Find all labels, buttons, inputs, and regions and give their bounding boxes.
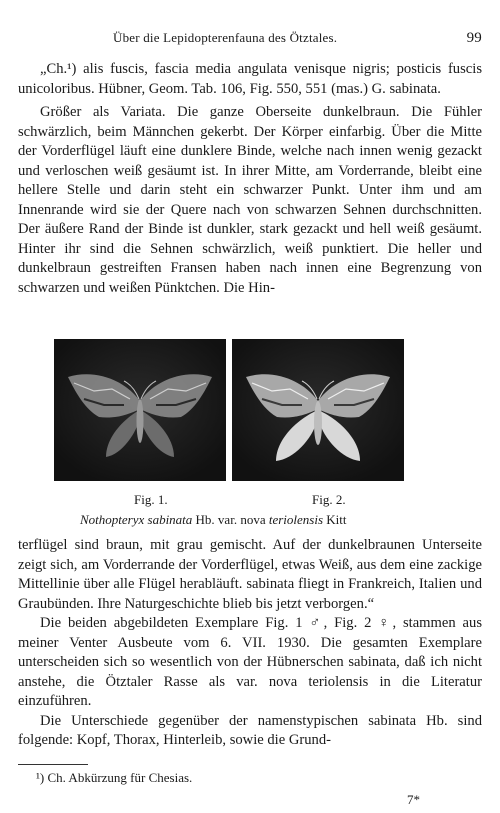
running-head-title: Über die Lepidopterenfauna des Ötztales. [113, 30, 338, 45]
body-text-top [18, 60, 482, 298]
species-variety: teriolensis [268, 512, 324, 527]
species-caption [80, 512, 347, 528]
paragraph-specimens: Die beiden abgebildeten Exemplare Fig. 1 ♂, Fig. 2 ♀, stammen aus meiner Venter Ausbeute vom 6. VII. 1930. Die gesamten Exemplare unterscheiden sich so wesentlich von der Hübnerschen sabinata, daß ich nicht anstehe, die Ötztaler Rasse als var. nova teriolensis in die Literatur einzuführen. [18, 615, 482, 709]
moth-photo-fig-2 [232, 339, 404, 481]
footnote: ¹) Ch. Abkürzung für Chesias. [36, 770, 193, 785]
body-text-bottom [18, 536, 482, 751]
moth-female-image [232, 339, 404, 481]
page-number: 99 [466, 30, 482, 46]
caption-fig-2: Fig. 2. [312, 492, 346, 507]
caption-fig-1: Fig. 1. [134, 492, 168, 507]
species-genus: Nothopteryx sabinata [80, 512, 193, 527]
species-author: Kitt [326, 512, 347, 527]
paragraph-latin-quote: „Ch.¹) alis fuscis, fascia media angulata venisque nigris; posticis fuscis unicoloribus. Hübner, Geom. Tab. 106, Fig. 550, 551 (mas.) G. sabinata. [18, 61, 482, 97]
species-mid: Hb. var. nova [195, 512, 266, 527]
footnote-divider [18, 764, 88, 765]
paragraph-description: Größer als Variata. Die ganze Oberseite dunkelbraun. Die Fühler schwärzlich, beim Männchen gekerbt. Der Körper einfarbig. Über die Mitte der Vorderflügel läuft eine dunklere Binde, welche nach innen wenig gezackt und verloschen weiß gesäumt ist. In ihrer Mitte, am Vorderrande, bleibt eine hellere Stelle und darin steht ein schwarzer Punkt. Unter ihm und am Innenrande wird sie der Quere nach von schwarzen Sehnen durchschnitten. Der äußere Rand der Binde ist dunkler, stark gezackt und hell weiß gesäumt. Hinter ihr sind die Sehnen schwärzlich, weiß punktiert. Die heller und dunkelbraun gestreiften Fransen haben nach innen eine Begrenzung von schwarzen und weißen Pünktchen. Die Hin- [18, 104, 482, 296]
moth-male-image [54, 339, 226, 481]
moth-photo-fig-1 [54, 339, 226, 481]
paragraph-differences: Die Unterschiede gegenüber der namenstypischen sabinata Hb. sind folgende: Kopf, Thorax, Hinterleib, sowie die Grund- [18, 712, 482, 748]
figure-plate [54, 339, 404, 481]
paragraph-continuation: terflügel sind braun, mit grau gemischt. Auf der dunkelbraunen Unterseite zeigt sich, am Vorderrande der Vorderflügel, etwas Weiß, aus dem eine zackige Mittellinie über alle Flügel herabläuft. sabinata fliegt in Frankreich, Italien und Graubünden. Ihre Naturgeschichte blieb bis jetzt verborgen.“ [18, 537, 482, 612]
signature-mark: 7* [407, 792, 420, 807]
